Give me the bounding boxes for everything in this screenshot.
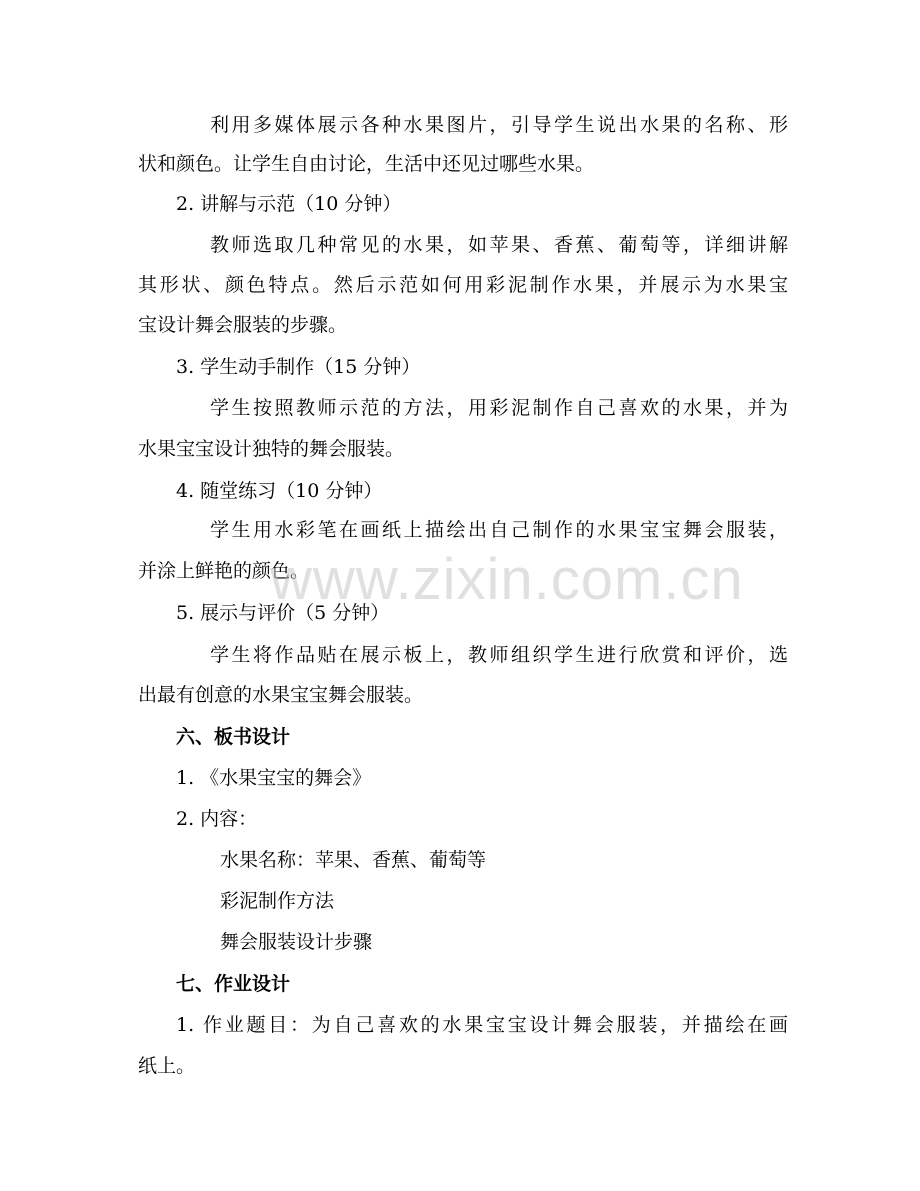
paragraph-line: 1. 作业题目：为自己喜欢的水果宝宝设计舞会服装，并描绘在画 bbox=[176, 1014, 788, 1036]
paragraph-line: 学生用水彩笔在画纸上描绘出自己制作的水果宝宝舞会服装， bbox=[210, 519, 788, 541]
paragraph-line: 纸上。 bbox=[138, 1055, 196, 1077]
paragraph-line: 其形状、颜色特点。然后示范如何用彩泥制作水果，并展示为水果宝 bbox=[138, 274, 788, 296]
list-item: 2. 内容： bbox=[176, 808, 258, 830]
paragraph-line: 水果宝宝设计独特的舞会服装。 bbox=[138, 438, 405, 460]
paragraph-line: 教师选取几种常见的水果，如苹果、香蕉、葡萄等，详细讲解 bbox=[210, 234, 788, 256]
list-item-heading: 3. 学生动手制作（15 分钟） bbox=[176, 356, 421, 378]
paragraph-line: 并涂上鲜艳的颜色。 bbox=[138, 560, 310, 582]
sub-item: 彩泥制作方法 bbox=[220, 890, 335, 912]
list-item-heading: 4. 随堂练习（10 分钟） bbox=[176, 480, 383, 502]
paragraph-line: 出最有创意的水果宝宝舞会服装。 bbox=[138, 684, 424, 706]
list-item-heading: 2. 讲解与示范（10 分钟） bbox=[176, 193, 402, 215]
paragraph-line: 宝设计舞会服装的步骤。 bbox=[138, 314, 348, 336]
list-item-heading: 5. 展示与评价（5 分钟） bbox=[176, 602, 390, 624]
paragraph-line: 学生按照教师示范的方法，用彩泥制作自己喜欢的水果，并为 bbox=[210, 397, 788, 419]
sub-item: 水果名称：苹果、香蕉、葡萄等 bbox=[220, 849, 487, 871]
paragraph-line: 状和颜色。让学生自由讨论，生活中还见过哪些水果。 bbox=[138, 153, 595, 175]
watermark: www.zixin.com.cn bbox=[270, 547, 744, 612]
section-heading: 六、板书设计 bbox=[176, 726, 291, 748]
paragraph-line: 利用多媒体展示各种水果图片，引导学生说出水果的名称、形 bbox=[210, 114, 788, 136]
section-heading: 七、作业设计 bbox=[176, 973, 291, 995]
paragraph-line: 学生将作品贴在展示板上，教师组织学生进行欣赏和评价，选 bbox=[210, 644, 788, 666]
list-item: 1. 《水果宝宝的舞会》 bbox=[176, 767, 372, 789]
sub-item: 舞会服装设计步骤 bbox=[220, 931, 373, 953]
